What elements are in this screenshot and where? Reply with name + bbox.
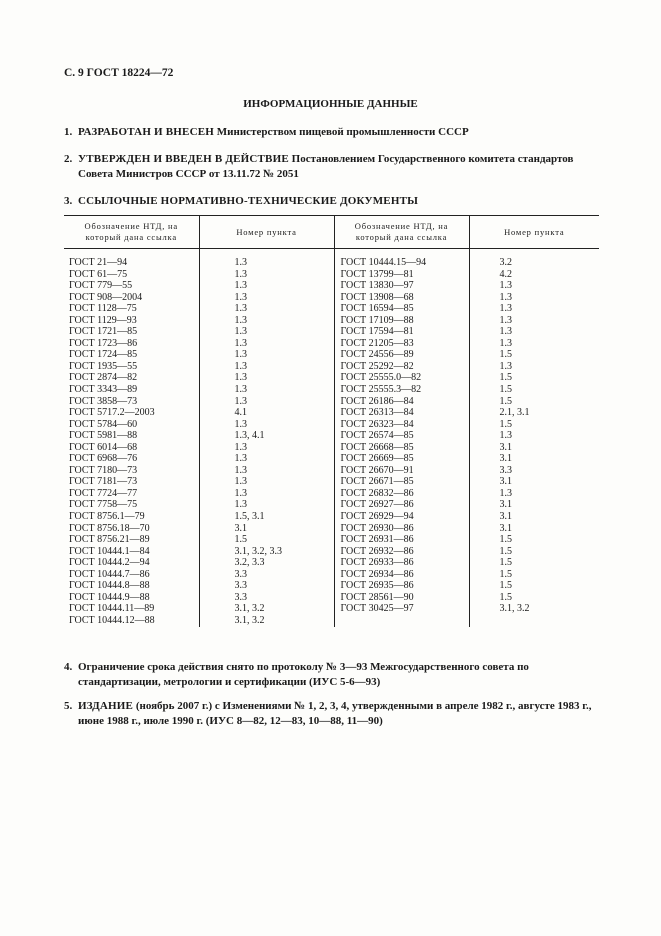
reference-clause: 4.1 — [234, 407, 247, 419]
reference-clause: 3.1 — [234, 522, 247, 534]
reference-designation: ГОСТ 8756.18—70 — [69, 522, 150, 534]
reference-clause: 1.3 — [234, 314, 247, 326]
reference-designation: ГОСТ 3343—89 — [69, 384, 138, 396]
reference-designation: ГОСТ 8756.21—89 — [69, 534, 150, 546]
reference-clause: 1.5 — [499, 372, 512, 384]
reference-clause: 3.1 — [499, 499, 512, 511]
reference-designation: ГОСТ 25555.3—82 — [340, 384, 422, 396]
reference-clause: 3.2, 3.3 — [234, 557, 265, 569]
reference-designation: ГОСТ 908—2004 — [69, 291, 143, 303]
reference-clause: 1.3 — [234, 441, 247, 453]
section-2 — [64, 152, 604, 182]
reference-clause: 1.3 — [234, 337, 247, 349]
reference-designation: ГОСТ 13830—97 — [340, 280, 414, 292]
reference-designation: ГОСТ 26929—94 — [340, 511, 414, 523]
reference-clause: 1.3 — [499, 487, 512, 499]
reference-designation: ГОСТ 10444.1—84 — [69, 545, 150, 557]
reference-clause: 3.1, 3.2 — [234, 614, 265, 626]
header-designation-left: Обозначение НТД, на который дана ссылка — [64, 216, 199, 249]
section-number: 4. — [64, 661, 73, 673]
reference-designation: ГОСТ 26934—86 — [340, 568, 414, 580]
reference-designation: ГОСТ 17109—88 — [340, 314, 414, 326]
reference-designation: ГОСТ 6014—68 — [69, 441, 138, 453]
reference-designation: ГОСТ 10444.2—94 — [69, 557, 150, 569]
reference-clause: 3.1 — [499, 511, 512, 523]
reference-designation: ГОСТ 1724—85 — [69, 349, 138, 361]
reference-clause: 3.3 — [234, 591, 247, 603]
reference-designation: ГОСТ 5981—88 — [69, 430, 138, 442]
reference-clause: 4.2 — [499, 268, 512, 280]
reference-designation: ГОСТ 26186—84 — [340, 395, 414, 407]
reference-clause: 2.1, 3.1 — [499, 407, 530, 419]
reference-clause: 3.1 — [499, 441, 512, 453]
section-text: (ноябрь 2007 г.) с Изменениями № 1, 2, 3, 4, утвержденными в апреле 1982 г., августе 1983 г., июне 1988 г., июле 1990 г. (ИУС 8—82, 12—83, 10—88, 11—90) — [78, 700, 592, 727]
reference-designation: ГОСТ 5784—60 — [69, 418, 138, 430]
section-number: 1. — [64, 126, 73, 138]
reference-clause: 1.3 — [234, 291, 247, 303]
reference-clause: 3.1 — [499, 453, 512, 465]
header-designation-right: Обозначение НТД, на который дана ссылка — [334, 216, 469, 249]
reference-clause: 1.3 — [234, 384, 247, 396]
reference-designation: ГОСТ 1129—93 — [69, 314, 137, 326]
reference-designation: ГОСТ 61—75 — [69, 268, 128, 280]
reference-clause: 1.3 — [234, 326, 247, 338]
left-clause-column — [200, 249, 334, 627]
reference-designation: ГОСТ 26933—86 — [340, 557, 414, 569]
reference-clause: 1.3 — [499, 314, 512, 326]
reference-clause: 1.3 — [234, 395, 247, 407]
reference-designation: ГОСТ 7758—75 — [69, 499, 138, 511]
reference-designation: ГОСТ 13908—68 — [340, 291, 414, 303]
reference-clause: 1.5, 3.1 — [234, 511, 265, 523]
section-heading: УТВЕРЖДЕН И ВВЕДЕН В ДЕЙСТВИЕ — [78, 153, 289, 165]
reference-designation: ГОСТ 21205—83 — [340, 337, 414, 349]
page-title: ИНФОРМАЦИОННЫЕ ДАННЫЕ — [243, 98, 418, 110]
reference-clause: 1.3 — [234, 280, 247, 292]
reference-clause: 3.1 — [499, 476, 512, 488]
reference-designation: ГОСТ 10444.9—88 — [69, 591, 150, 603]
reference-clause: 1.3 — [234, 268, 247, 280]
reference-designation: ГОСТ 26671—85 — [340, 476, 414, 488]
reference-designation: ГОСТ 26932—86 — [340, 545, 414, 557]
reference-clause: 1.3 — [234, 453, 247, 465]
reference-designation: ГОСТ 1721—85 — [69, 326, 138, 338]
reference-designation: ГОСТ 10444.7—86 — [69, 568, 150, 580]
reference-clause: 3.1 — [499, 522, 512, 534]
reference-clause: 1.5 — [499, 534, 512, 546]
reference-clause: 1.5 — [499, 545, 512, 557]
reference-clause: 1.5 — [499, 395, 512, 407]
reference-clause: 1.5 — [499, 384, 512, 396]
reference-clause: 3.1, 3.2 — [499, 603, 530, 615]
reference-designation: ГОСТ 10444.15—94 — [340, 257, 427, 268]
reference-designation: ГОСТ 7724—77 — [69, 487, 138, 499]
page-header: С. 9 ГОСТ 18224—72 — [64, 67, 174, 79]
reference-designation: ГОСТ 1128—75 — [69, 303, 137, 315]
reference-designation: ГОСТ 26931—86 — [340, 534, 414, 546]
reference-designation: ГОСТ 8756.1—79 — [69, 511, 145, 523]
reference-designation: ГОСТ 779—55 — [69, 280, 133, 292]
reference-designation: ГОСТ 25292—82 — [340, 360, 414, 372]
reference-clause: 1.3 — [234, 499, 247, 511]
reference-designation: ГОСТ 10444.12—88 — [69, 614, 155, 626]
reference-clause: 3.1, 3.2 — [234, 603, 265, 615]
reference-designation: ГОСТ 2874—82 — [69, 372, 138, 384]
reference-designation: ГОСТ 26935—86 — [340, 580, 414, 592]
reference-clause: 3.2 — [499, 257, 512, 268]
reference-clause: 1.3 — [499, 326, 512, 338]
reference-clause: 1.3 — [234, 257, 247, 268]
left-designation-column — [64, 249, 199, 627]
reference-clause: 1.3 — [499, 337, 512, 349]
reference-clause: 1.3 — [499, 360, 512, 372]
reference-clause: 1.5 — [499, 557, 512, 569]
reference-designation: ГОСТ 25555.0—82 — [340, 372, 422, 384]
reference-designation: ГОСТ 28561—90 — [340, 591, 414, 603]
reference-clause: 1.3 — [499, 303, 512, 315]
reference-designation: ГОСТ 10444.11—89 — [69, 603, 155, 615]
section-text: Ограничение срока действия снято по протоколу № 3—93 Межгосударственного совета по стандартизации, метрологии и сертификации (ИУС 5-6—93) — [78, 661, 529, 688]
reference-designation: ГОСТ 24556—89 — [340, 349, 414, 361]
reference-designation: ГОСТ 26323—84 — [340, 418, 414, 430]
reference-designation: ГОСТ 26574—85 — [340, 430, 414, 442]
reference-clause: 1.5 — [499, 568, 512, 580]
section-text: Министерством пищевой промышленности СССР — [214, 126, 469, 138]
reference-clause: 1.3 — [234, 372, 247, 384]
section-heading: ССЫЛОЧНЫЕ НОРМАТИВНО-ТЕХНИЧЕСКИЕ ДОКУМЕНТЫ — [78, 195, 419, 207]
reference-designation: ГОСТ 16594—85 — [340, 303, 414, 315]
reference-designation: ГОСТ 7181—73 — [69, 476, 138, 488]
reference-designation: ГОСТ 3858—73 — [69, 395, 138, 407]
reference-clause: 1.3 — [234, 464, 247, 476]
right-clause-column — [470, 249, 600, 615]
reference-clause: 3.3 — [234, 568, 247, 580]
reference-designation: ГОСТ 26832—86 — [340, 487, 414, 499]
reference-clause: 1.5 — [234, 534, 247, 546]
reference-clause: 1.3 — [234, 360, 247, 372]
section-3 — [64, 194, 604, 209]
reference-designation: ГОСТ 17594—81 — [340, 326, 414, 338]
section-1 — [64, 125, 604, 140]
reference-designation: ГОСТ 5717.2—2003 — [69, 407, 155, 419]
reference-designation: ГОСТ 26669—85 — [340, 453, 414, 465]
right-designation-column — [335, 249, 469, 615]
reference-designation: ГОСТ 26930—86 — [340, 522, 414, 534]
reference-designation: ГОСТ 21—94 — [69, 257, 128, 268]
reference-clause: 3.1, 3.2, 3.3 — [234, 545, 282, 557]
section-number: 2. — [64, 153, 73, 165]
reference-clause: 1.3 — [499, 430, 512, 442]
section-heading: РАЗРАБОТАН И ВНЕСЕН — [78, 126, 215, 138]
reference-designation: ГОСТ 6968—76 — [69, 453, 138, 465]
reference-designation: ГОСТ 1723—86 — [69, 337, 138, 349]
reference-clause: 3.3 — [499, 464, 512, 476]
section-number: 3. — [64, 195, 73, 207]
reference-designation: ГОСТ 7180—73 — [69, 464, 138, 476]
section-number: 5. — [64, 700, 73, 712]
reference-clause: 1.3 — [234, 487, 247, 499]
section-5 — [64, 699, 604, 729]
reference-clause: 1.5 — [499, 418, 512, 430]
reference-clause: 1.5 — [499, 580, 512, 592]
reference-designation: ГОСТ 1935—55 — [69, 360, 138, 372]
reference-clause: 1.3 — [499, 280, 512, 292]
reference-clause: 1.3 — [234, 418, 247, 430]
reference-designation: ГОСТ 13799—81 — [340, 268, 414, 280]
section-text: Постановлением Государственного комитета стандартов Совета Министров СССР от 13.11.72 № 2051 — [78, 153, 574, 180]
reference-clause: 1.3 — [234, 476, 247, 488]
reference-designation: ГОСТ 26313—84 — [340, 407, 414, 419]
reference-clause: 1.3 — [499, 291, 512, 303]
reference-designation: ГОСТ 10444.8—88 — [69, 580, 150, 592]
reference-designation: ГОСТ 26927—86 — [340, 499, 414, 511]
reference-designation: ГОСТ 26670—91 — [340, 464, 414, 476]
header-clause-left: Номер пункта — [199, 216, 334, 249]
reference-clause: 1.5 — [499, 349, 512, 361]
reference-clause: 1.3 — [234, 303, 247, 315]
reference-designation: ГОСТ 26668—85 — [340, 441, 414, 453]
reference-clause: 1.3, 4.1 — [234, 430, 265, 442]
reference-clause: 1.3 — [234, 349, 247, 361]
header-clause-right: Номер пункта — [469, 216, 599, 249]
references-table — [64, 215, 599, 627]
section-heading: ИЗДАНИЕ — [78, 700, 134, 712]
reference-designation: ГОСТ 30425—97 — [340, 603, 414, 615]
section-4 — [64, 660, 604, 690]
reference-clause: 1.5 — [499, 591, 512, 603]
reference-clause: 3.3 — [234, 580, 247, 592]
